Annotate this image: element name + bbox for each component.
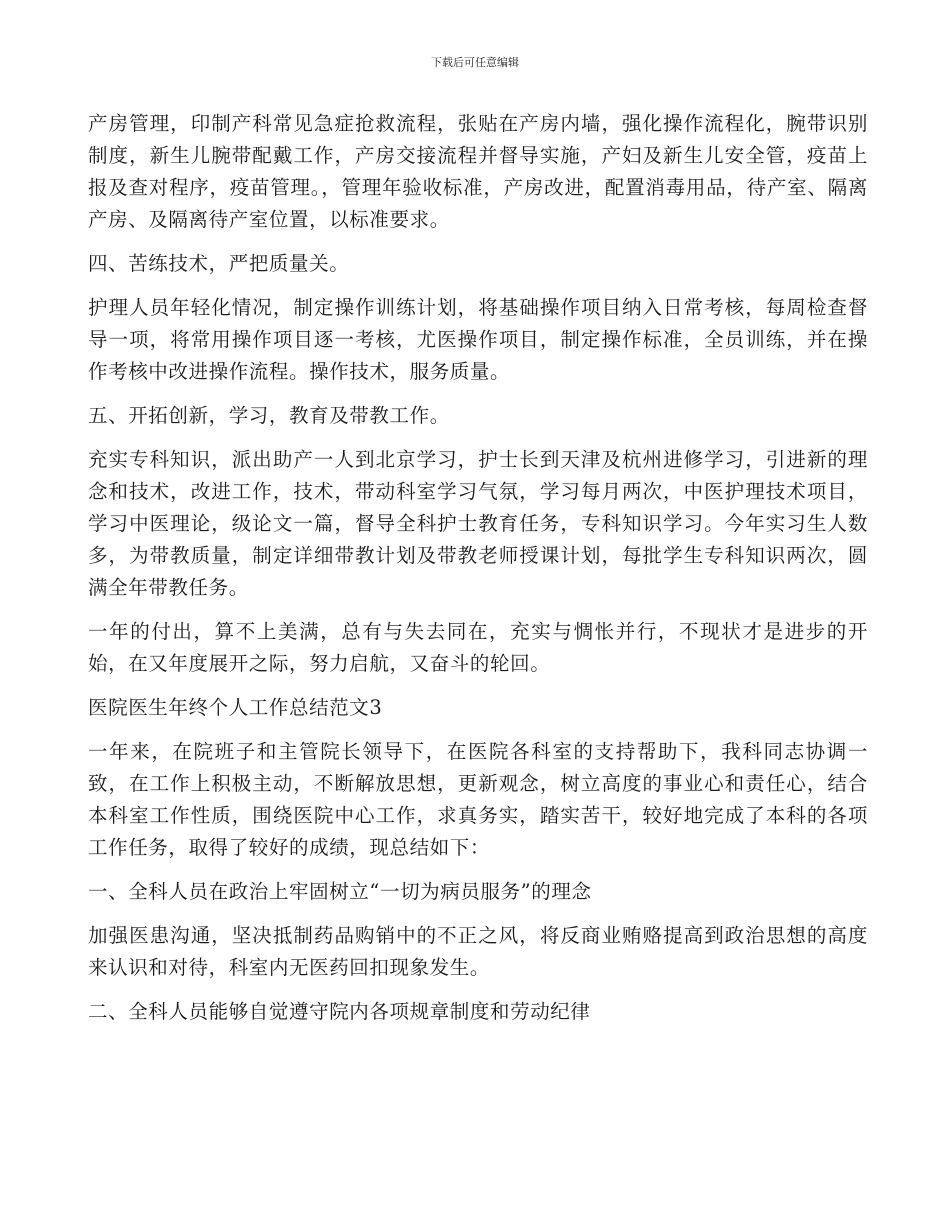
section-heading-4: 四、苦练技术，严把质量关。 (88, 252, 350, 275)
paragraph-doctor-patient-communication: 加强医患沟通，坚决抵制药品购销中的不正之风，将反商业贿赂提高到政治思想的高度来认识和对待，科室内无医药回扣现象发生。 (88, 924, 868, 979)
paragraph-intro-summary: 一年来，在院班子和主管院长领导下，在医院各科室的支持帮助下，我科同志协调一致，在工作上积极主动，不断解放思想，更新观念，树立高度的事业心和责任心，结合本科室工作性质，围绕医院中心工作，求真务实，踏实苦干，较好地完成了本科的各项工作任务，取得了较好的成绩，现总结如下： (88, 740, 868, 859)
article-title-3: 医院医生年终个人工作总结范文3 (88, 696, 383, 719)
section-heading-1: 一、全科人员在政治上牢固树立“一切为病员服务”的理念 (88, 880, 592, 903)
paragraph-delivery-room-management: 产房管理，印制产科常见急症抢救流程，张贴在产房内墙，强化操作流程化，腕带识别制度，新生儿腕带配戴工作，产房交接流程并督导实施，产妇及新生儿安全管，疫苗上报及查对程序，疫苗管理。，管理年验收标准，产房改进，配置消毒用品，待产室、隔离产房、及隔离待产室位置，以标准要求。 (88, 112, 868, 231)
section-heading-5: 五、开拓创新，学习，教育及带教工作。 (88, 404, 450, 427)
paragraph-year-reflection: 一年的付出，算不上美满，总有与失去同在，充实与惆怅并行，不现状才是进步的开始，在又年度展开之际，努力启航，又奋斗的轮回。 (88, 620, 868, 675)
page-header: 下载后可任意编辑 (431, 56, 519, 69)
document-body (88, 108, 868, 1040)
paragraph-skills-training: 护理人员年轻化情况，制定操作训练计划，将基础操作项目纳入日常考核，每周检查督导一项，将常用操作项目逐一考核，尤医操作项目，制定操作标准，全员训练，并在操作考核中改进操作流程。操作技术，服务质量。 (88, 296, 868, 383)
section-heading-2: 二、全科人员能够自觉遵守院内各项规章制度和劳动纪律 (88, 1000, 591, 1023)
paragraph-education-teaching: 充实专科知识，派出助产一人到北京学习，护士长到天津及杭州进修学习，引进新的理念和技术，改进工作，技术，带动科室学习气氛，学习每月两次，中医护理技术项目，学习中医理论，级论文一篇，督导全科护士教育任务，专科知识学习。今年实习生人数多，为带教质量，制定详细带教计划及带教老师授课计划，每批学生专科知识两次，圆满全年带教任务。 (88, 448, 868, 599)
